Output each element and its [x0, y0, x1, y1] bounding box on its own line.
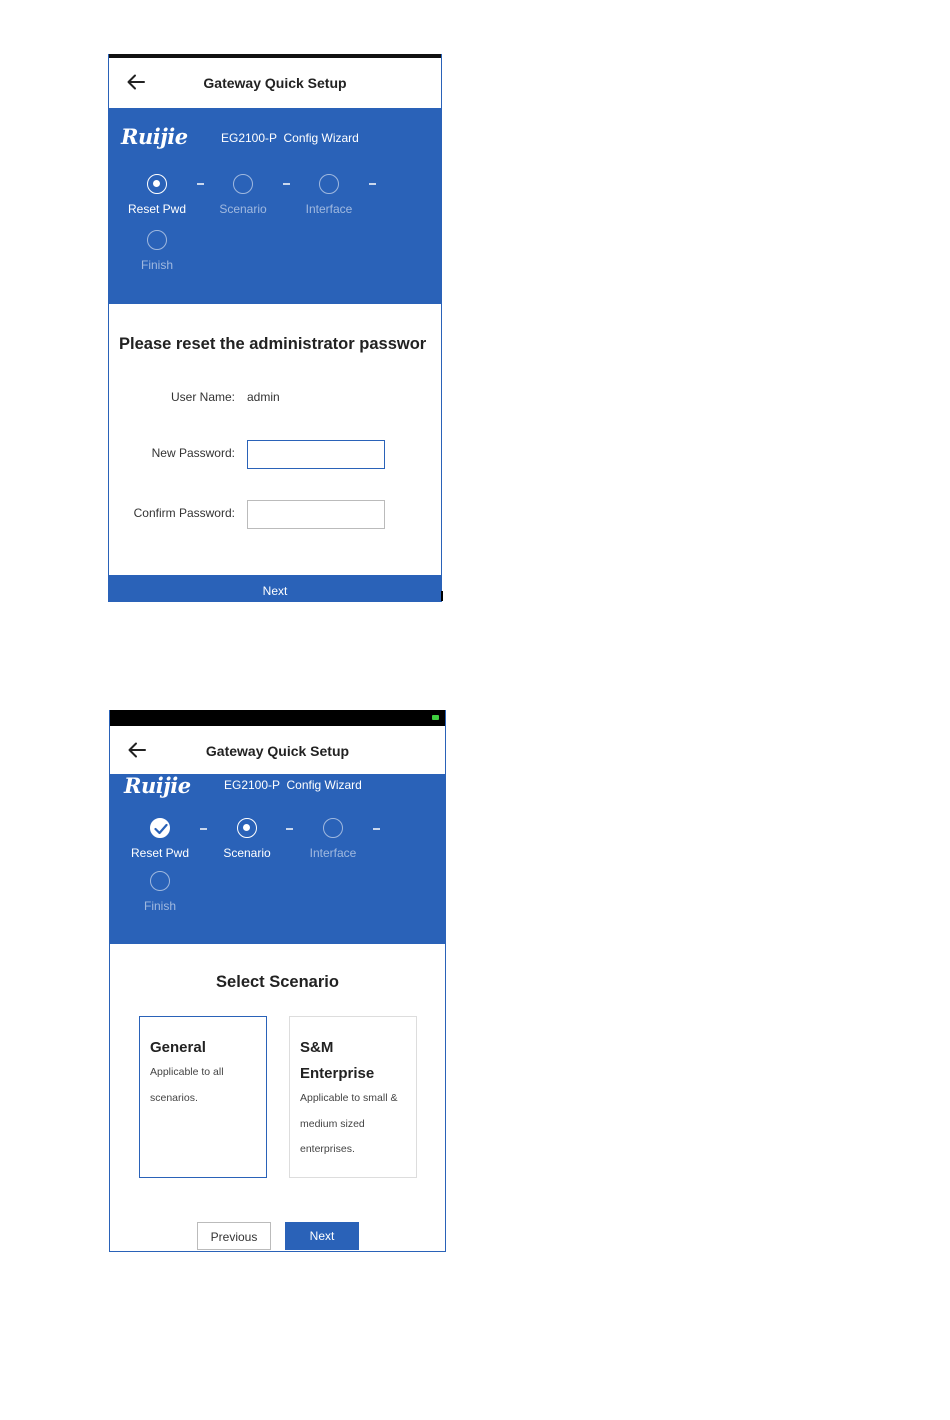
step-label: Scenario — [223, 846, 271, 860]
next-button[interactable]: Next — [285, 1222, 359, 1250]
step-label: Interface — [305, 202, 353, 216]
card-title: S&M Enterprise — [300, 1039, 375, 1082]
card-description: Applicable to small & medium sized enterprises. — [300, 1092, 398, 1155]
step-label: Reset Pwd — [130, 846, 190, 860]
step-label: Finish — [140, 258, 173, 272]
app-header — [109, 58, 441, 106]
ruijie-logo: Ruijie — [124, 773, 191, 798]
step-pending-icon — [147, 230, 167, 250]
step-separator — [286, 828, 293, 830]
scenario-card-sm-enterprise[interactable] — [289, 1016, 417, 1178]
card-description: Applicable to all scenarios. — [150, 1066, 224, 1104]
step-label: Scenario — [219, 202, 267, 216]
step-label: Finish — [143, 899, 176, 913]
card-title: General — [150, 1039, 206, 1056]
step-separator — [197, 183, 204, 185]
step-label: Interface — [309, 846, 357, 860]
step-scenario — [212, 818, 282, 860]
select-scenario-heading: Select Scenario — [216, 973, 339, 991]
page-title: Gateway Quick Setup — [203, 75, 347, 91]
step-separator — [373, 828, 380, 830]
new-password-label: New Password: — [151, 446, 235, 460]
step-separator — [283, 183, 290, 185]
step-pending-icon — [323, 818, 343, 838]
step-pending-icon — [233, 174, 253, 194]
confirm-password-input[interactable] — [247, 500, 385, 529]
select-scenario-screen — [109, 710, 446, 1252]
next-button[interactable]: Next — [109, 575, 441, 602]
step-finish — [122, 230, 192, 272]
wizard-title: EG2100-P Config Wizard — [224, 778, 362, 792]
step-reset-pwd — [122, 174, 192, 216]
step-finish — [125, 871, 195, 913]
wizard-title: EG2100-P Config Wizard — [221, 131, 359, 145]
confirm-password-label: Confirm Password: — [133, 506, 235, 520]
step-interface — [294, 174, 364, 216]
page-title: Gateway Quick Setup — [205, 743, 350, 759]
step-scenario — [208, 174, 278, 216]
step-reset-pwd — [125, 818, 195, 860]
username-value: admin — [247, 390, 280, 404]
wizard-band — [110, 774, 445, 944]
new-password-input[interactable] — [247, 440, 385, 469]
reset-password-screen — [108, 54, 442, 602]
step-separator — [200, 828, 207, 830]
step-interface — [298, 818, 368, 860]
wizard-band — [109, 108, 441, 304]
status-bar — [110, 710, 445, 726]
step-active-icon — [237, 818, 257, 838]
step-separator — [369, 183, 376, 185]
check-icon — [150, 818, 170, 838]
step-pending-icon — [150, 871, 170, 891]
step-active-icon — [147, 174, 167, 194]
ruijie-logo: Ruijie — [121, 124, 188, 149]
scenario-card-general[interactable] — [139, 1016, 267, 1178]
step-label: Reset Pwd — [127, 202, 187, 216]
battery-icon — [432, 715, 439, 720]
app-header — [110, 726, 445, 774]
reset-heading: Please reset the administrator passwor — [119, 335, 427, 353]
username-label: User Name: — [170, 390, 235, 404]
step-pending-icon — [319, 174, 339, 194]
text-cursor — [441, 591, 443, 601]
previous-button[interactable]: Previous — [197, 1222, 271, 1250]
